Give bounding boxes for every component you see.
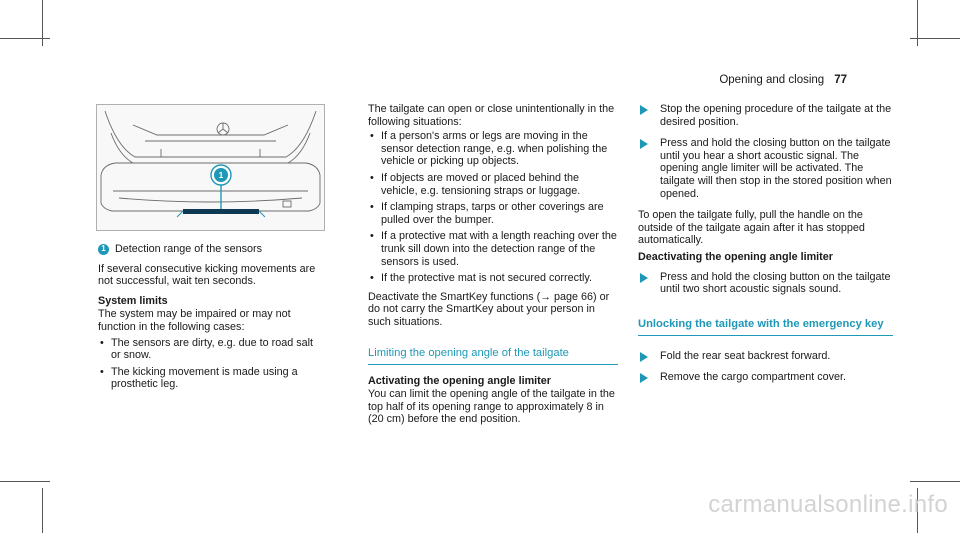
- heading-system-limits: System limits: [98, 294, 168, 307]
- step: [638, 350, 893, 363]
- bullet-list: [98, 337, 323, 391]
- crop-mark: [910, 481, 960, 482]
- crop-mark: [42, 488, 43, 533]
- step-arrow-icon: [640, 139, 648, 149]
- caption-badge: 1: [98, 244, 109, 255]
- header-title: Opening and closing: [719, 74, 825, 86]
- list-item: • If clamping straps, tarps or other coverings are pulled over the bumper.: [368, 201, 618, 226]
- step-text: Stop the opening procedure of the tailgate at the desired position.: [660, 103, 892, 128]
- step-text: Fold the rear seat backrest forward.: [660, 349, 831, 362]
- paragraph: The tailgate can open or close unintentionally in the following situations:: [368, 103, 615, 128]
- step-text: Press and hold the closing button on the tailgate until you hear a short acoustic signal. The opening angle limiter will be activated. The tailgate will then stop in the stored position when opened.: [660, 137, 892, 200]
- figure-caption: [98, 243, 323, 256]
- section-title-emergency-key: Unlocking the tailgate with the emergency key: [638, 318, 893, 336]
- paragraph: If several consecutive kicking movements are not successful, wait ten seconds.: [98, 262, 316, 288]
- left-column: [98, 243, 323, 397]
- vehicle-rear-drawing: [97, 105, 324, 230]
- middle-column: [368, 103, 618, 433]
- list-item: • If a protective mat with a length reaching over the trunk sill down into the detection range of the sensors is used.: [368, 230, 618, 268]
- step-arrow-icon: [640, 273, 648, 283]
- paragraph: You can limit the opening angle of the tailgate in the top half of its opening range to approximately 8 in (20 cm) before the end position.: [368, 388, 615, 426]
- paragraph: The system may be impaired or may not function in the following cases:: [98, 308, 291, 333]
- paragraph: Deactivate the SmartKey functions (→ page 66) or do not carry the SmartKey about your person in such situations.: [368, 290, 610, 328]
- step-arrow-icon: [640, 373, 648, 383]
- step-text: Remove the cargo compartment cover.: [660, 371, 847, 384]
- crop-mark: [0, 481, 50, 482]
- list-item: • If the protective mat is not secured correctly.: [368, 272, 618, 285]
- heading-deactivating: Deactivating the opening angle limiter: [638, 250, 833, 263]
- caption-text: Detection range of the sensors: [115, 243, 263, 255]
- figure-callout-number: 1: [218, 171, 224, 180]
- paragraph: To open the tailgate fully, pull the handle on the outside of the tailgate again after it has stopped automatically.: [638, 209, 865, 247]
- page-number: 77: [834, 74, 847, 86]
- step: [638, 137, 893, 200]
- step: [638, 103, 893, 128]
- step-arrow-icon: [640, 105, 648, 115]
- list-item: • If a person's arms or legs are moving in the sensor detection range, e.g. when polishing the vehicle or picking up objects.: [368, 130, 618, 168]
- vehicle-rear-illustration: [96, 104, 325, 231]
- crop-mark: [42, 0, 43, 46]
- list-item: • If objects are moved or placed behind the vehicle, e.g. tensioning straps or luggage.: [368, 172, 618, 197]
- section-title-limiting: Limiting the opening angle of the tailgate: [368, 347, 618, 365]
- list-item: • The sensors are dirty, e.g. due to road salt or snow.: [98, 337, 323, 362]
- step-arrow-icon: [640, 352, 648, 362]
- step: [638, 371, 893, 384]
- right-column: [638, 103, 893, 393]
- step: [638, 271, 893, 296]
- bullet-list: [368, 130, 618, 285]
- heading-activating: Activating the opening angle limiter: [368, 374, 551, 387]
- crop-mark: [917, 0, 918, 46]
- page-header: [719, 74, 847, 86]
- step-text: Press and hold the closing button on the tailgate until two short acoustic signals sound.: [660, 270, 891, 296]
- watermark: carmanualsonline.info: [708, 491, 948, 518]
- list-item: • The kicking movement is made using a prosthetic leg.: [98, 366, 323, 391]
